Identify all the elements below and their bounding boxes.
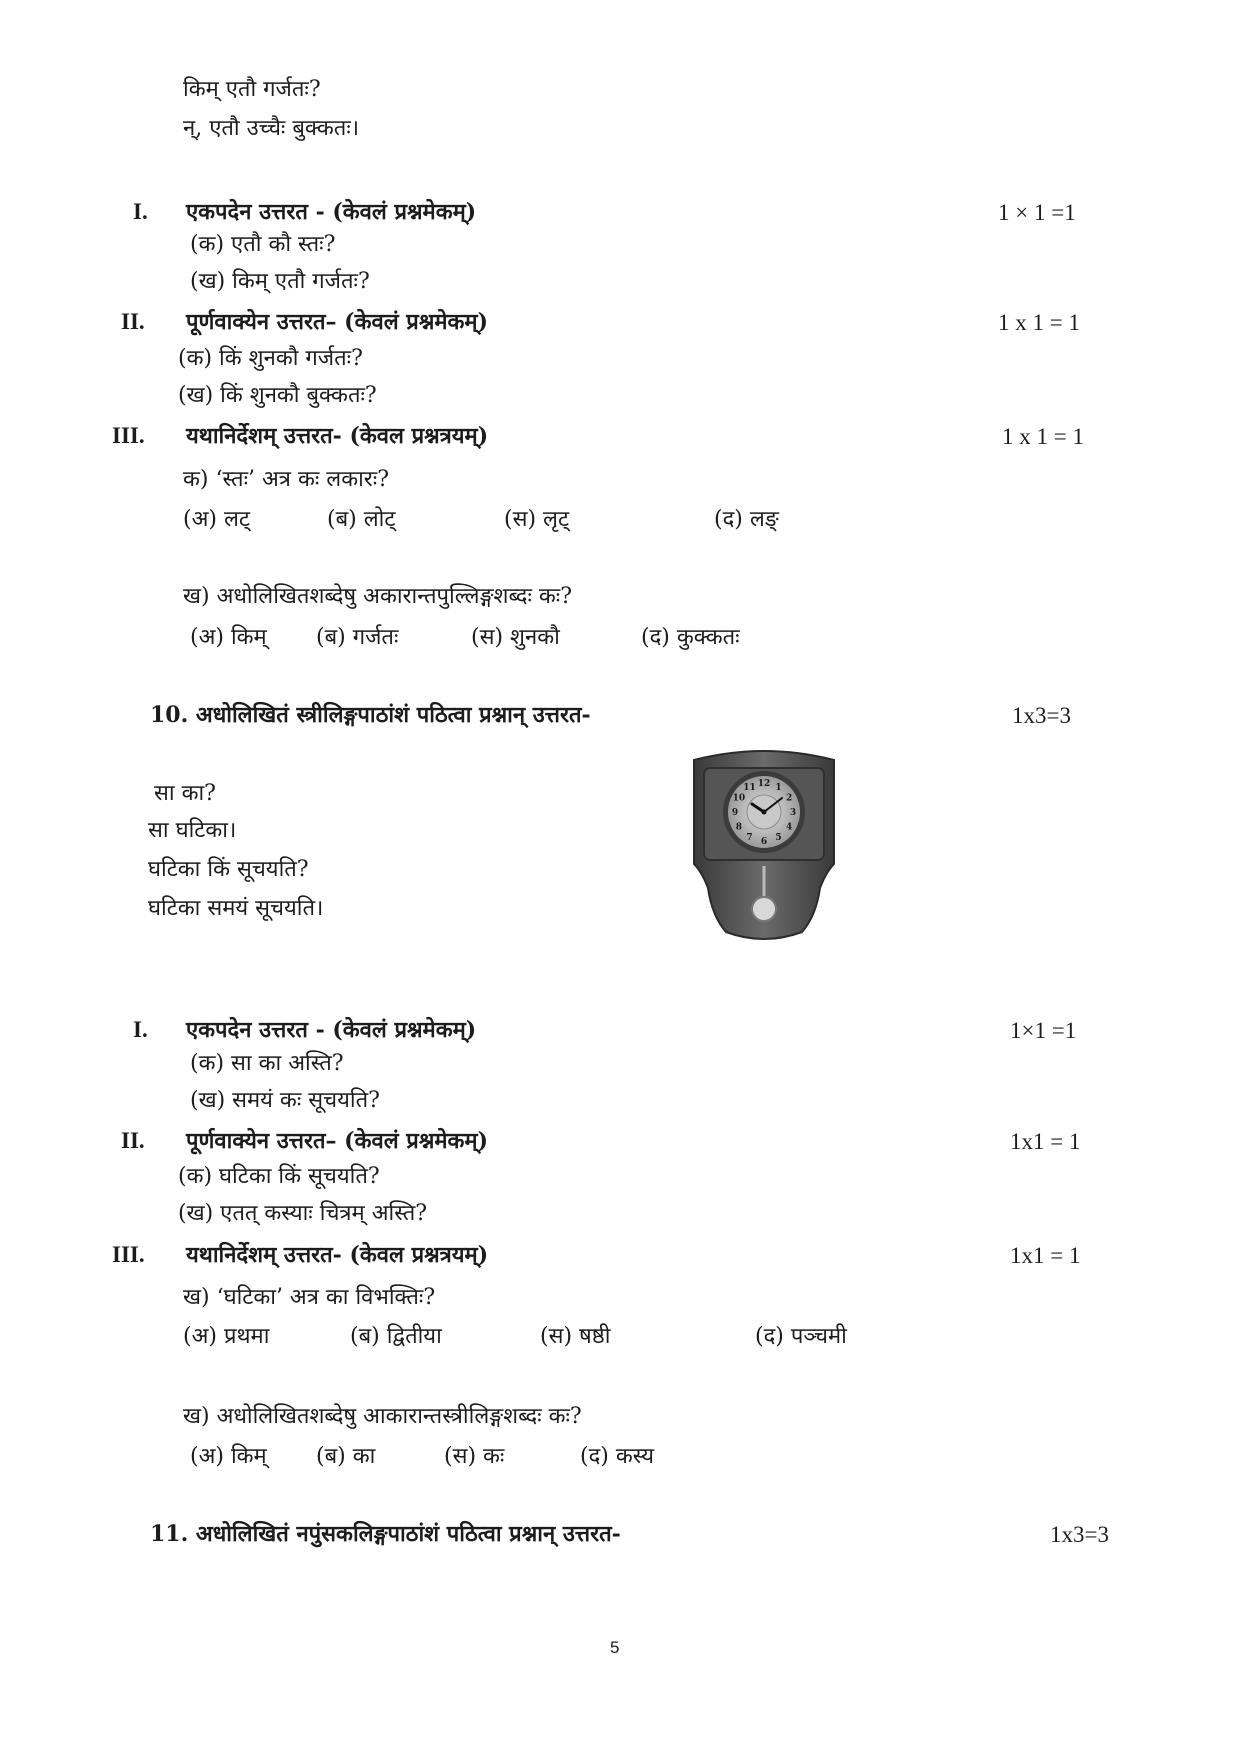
- section-marks: 1 × 1 =1: [998, 200, 1076, 225]
- option-d: (द) पञ्चमी: [755, 1324, 847, 1349]
- section-title: पूर्णवाक्येन उत्तरत– (केवलं प्रश्नमेकम्): [186, 309, 488, 335]
- option-d: (द) कस्य: [580, 1444, 655, 1469]
- passage-line: सा घटिका।: [148, 818, 237, 843]
- question-item: ख) ‘घटिका’ अत्र का विभक्तिः?: [183, 1285, 436, 1310]
- question-marks: 1x3=3: [1050, 1522, 1109, 1547]
- pendulum-bob: [752, 897, 776, 921]
- intro-line-2: न्, एतौ उच्चैः बुक्कतः।: [183, 116, 360, 141]
- passage-line: सा का?: [154, 781, 216, 806]
- option-a: (अ) किम्: [190, 1444, 267, 1469]
- section-number: I.: [133, 1017, 148, 1042]
- clock-numeral: 2: [785, 793, 793, 804]
- question-item: (क) किं शुनकौ गर्जतः?: [178, 346, 363, 371]
- section-title: एकपदेन उत्तरत - (केवलं प्रश्नमेकम्): [186, 1017, 477, 1043]
- clock-numeral: 11: [743, 782, 756, 793]
- option-a: (अ) प्रथमा: [183, 1324, 270, 1349]
- option-b: (ब) गर्जतः: [316, 625, 399, 650]
- option-a: (अ) लट्: [183, 507, 250, 532]
- section-number: III.: [112, 423, 145, 448]
- option-b: (ब) का: [316, 1444, 376, 1469]
- section-number: II.: [121, 1128, 145, 1153]
- clock-numeral: 6: [760, 837, 768, 847]
- clock-numeral: 4: [785, 822, 793, 833]
- section-title: एकपदेन उत्तरत - (केवलं प्रश्नमेकम्): [186, 199, 477, 225]
- passage-line: घटिका किं सूचयति?: [148, 857, 309, 882]
- passage-line: घटिका समयं सूचयति।: [148, 896, 324, 921]
- question-item: क) ‘स्तः’ अत्र कः लकारः?: [183, 467, 390, 492]
- section-title: पूर्णवाक्येन उत्तरत– (केवलं प्रश्नमेकम्): [186, 1128, 488, 1154]
- section-title: यथानिर्देशम् उत्तरत- (केवल प्रश्नत्रयम्): [186, 1242, 489, 1268]
- clock-numeral: 10: [732, 793, 746, 804]
- question-item: (ख) किं शुनकौ बुक्कतः?: [178, 383, 377, 408]
- page-number: 5: [610, 1638, 620, 1657]
- pendulum-clock-image: [684, 746, 844, 944]
- question-item: (क) घटिका किं सूचयति?: [178, 1164, 380, 1189]
- section-marks: 1 x 1 = 1: [1002, 424, 1084, 449]
- section-marks: 1 x 1 = 1: [998, 310, 1080, 335]
- question-11-heading: 11. अधोलिखितं नपुंसकलिङ्गपाठांशं पठित्वा प्रश्नान् उत्तरत-: [150, 1521, 621, 1547]
- question-item: ख) अधोलिखितशब्देषु आकारान्तस्त्रीलिङ्गशब्दः कः?: [183, 1404, 582, 1429]
- question-item: (ख) किम् एतौ गर्जतः?: [190, 269, 370, 294]
- question-10-heading: 10. अधोलिखितं स्त्रीलिङ्गपाठांशं पठित्वा प्रश्नान् उत्तरत-: [150, 702, 591, 728]
- intro-line-1: किम् एतौ गर्जतः?: [183, 77, 321, 102]
- clock-numeral: 3: [789, 808, 797, 818]
- clock-numeral: 8: [735, 822, 743, 833]
- option-b: (ब) द्वितीया: [350, 1324, 442, 1349]
- option-a: (अ) किम्: [190, 625, 267, 650]
- section-marks: 1x1 = 1: [1010, 1243, 1081, 1268]
- option-c: (स) शुनकौ: [471, 625, 560, 650]
- option-d: (द) लङ्: [714, 507, 779, 532]
- question-item: (क) सा का अस्ति?: [190, 1051, 344, 1076]
- section-title: यथानिर्देशम् उत्तरत- (केवल प्रश्नत्रयम्): [186, 423, 489, 449]
- clock-numeral: 9: [731, 808, 739, 818]
- section-number: III.: [112, 1242, 145, 1267]
- option-c: (स) षष्ठी: [540, 1324, 611, 1349]
- question-item: (क) एतौ कौ स्तः?: [190, 232, 336, 257]
- clock-numeral: 5: [775, 833, 782, 844]
- question-marks: 1x3=3: [1012, 703, 1071, 728]
- question-item: (ख) समयं कः सूचयति?: [190, 1088, 380, 1113]
- section-number: I.: [133, 199, 148, 224]
- clock-numeral: 7: [746, 833, 753, 844]
- clock-numeral: 1: [775, 782, 782, 793]
- section-marks: 1x1 = 1: [1010, 1129, 1081, 1154]
- question-item: (ख) एतत् कस्याः चित्रम् अस्ति?: [178, 1201, 428, 1226]
- question-item: ख) अधोलिखितशब्देषु अकारान्तपुल्लिङ्गशब्दः कः?: [183, 584, 573, 609]
- option-b: (ब) लोट्: [327, 507, 396, 532]
- section-number: II.: [121, 309, 145, 334]
- option-d: (द) कुक्कतः: [641, 625, 740, 650]
- clock-numeral: 12: [757, 779, 771, 789]
- option-c: (स) लृट्: [504, 507, 570, 532]
- section-marks: 1×1 =1: [1010, 1018, 1077, 1043]
- option-c: (स) कः: [444, 1444, 505, 1469]
